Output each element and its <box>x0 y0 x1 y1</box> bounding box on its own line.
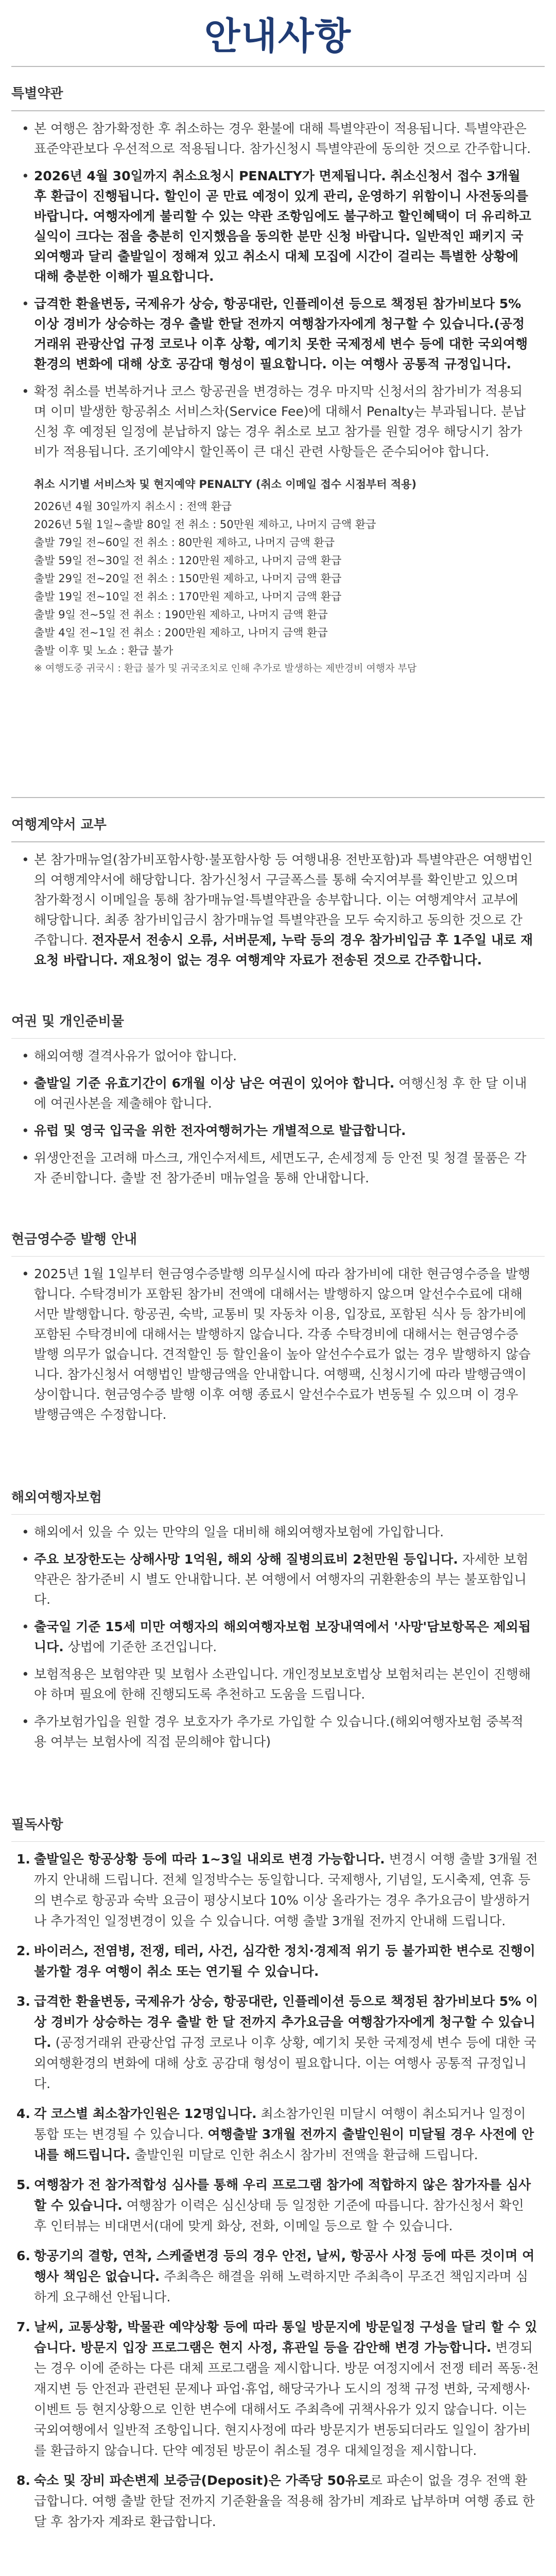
divider <box>11 1841 545 1842</box>
body-text: (공정거래위 관광산업 규정 코로나 이후 상황, 예기치 못한 국제정세 변수 등에 대한 국외여행환경의 변화에 대해 상호 공감대 형성이 필요합니다. 이는 여행사 공통적 규정입니다. <box>34 2035 536 2091</box>
penalty-line: 2026년 4월 30일까지 취소시 : 전액 환급 <box>34 500 232 513</box>
section-title-receipt: 현금영수증 발행 안내 <box>11 1231 137 1247</box>
emphasis-text: 각 코스별 최소참가인원은 12명입니다. <box>34 2106 257 2121</box>
paragraph <box>22 1148 534 1188</box>
list-item <box>16 2175 540 2236</box>
paragraph <box>22 850 534 970</box>
bullet-icon: • <box>22 1619 29 1634</box>
emphasis-text: 출국일 기준 15세 미만 여행자의 해외여행자보험 보장내역에서 '사망'담보항목은 제외됩니다. <box>34 1619 531 1654</box>
paragraph <box>22 118 534 159</box>
penalty-line: 출발 59일 전~30일 전 취소 : 120만원 제하고, 나머지 금액 환급 <box>34 554 342 567</box>
body-text: 상법에 기준한 조건입니다. <box>63 1639 217 1654</box>
spacer <box>11 977 545 1002</box>
title-area <box>11 0 545 66</box>
emphasis-text: 여행참가 전 참가적합성 심사를 통해 우리 프로그램 참가에 적합하지 않은 참가자를 심사할 수 있습니다. <box>34 2177 531 2213</box>
list-item-number: 6. <box>16 2248 30 2263</box>
penalty-line: 출발 9일 전~5일 전 취소 : 190만원 제하고, 나머지 금액 환급 <box>34 608 328 621</box>
bullet-icon: • <box>22 1076 29 1091</box>
paragraph <box>22 1073 534 1113</box>
spacer <box>11 684 545 797</box>
list-item-number: 3. <box>16 1994 30 2009</box>
body-text: 확정 취소를 번복하거나 코스 항공권을 변경하는 경우 마지막 신청서의 참가비가 적용되며 이미 발생한 항공취소 서비스차(Service Fee)에 대해서 Penalty는 부과됩니다. 분납신청 후 예정된 일정에 분납하지 않는 경우 취소로 보고 참가를 원할 경우 해당시기 참가비가 적용됩니다. 조기예약시 할인폭이 큰 대신 관련 사항들은 준수되어야 합니다. <box>34 384 526 459</box>
body-text: 변경되는 경우 이에 준하는 다른 대체 프로그램을 제시합니다. 방문 여정지에서 전쟁 테러 폭동·천재지변 등 안전과 관련된 문제나 파업·휴업, 해당국가나 도시의 정책 규정 변화, 국제행사·이벤트 등 현지상황으로 인한 변수에 대해서도 주최측에 귀책사유가 있지 않습니다. 이는 국외여행에서 일반적 조항입니다. 현지사정에 따라 방문지가 변동되더라도 일일이 참가비를 환급하지 않습니다. 단약 예정된 방문이 취소될 경우 대체일정을 제시합니다. <box>34 2340 539 2458</box>
body-text: 로 파손이 없을 경우 전액 환급합니다. 여행 출발 한달 전까지 기준환율을 적용해 참가비 계좌로 납부하며 여행 종료 한달 후 참가자 계좌로 환급합니다. <box>34 2473 535 2529</box>
divider <box>11 1038 545 1039</box>
emphasis-text: 출발일은 항공상황 등에 따라 1~3일 내외로 변경 가능합니다. <box>34 1852 385 1867</box>
list-item <box>16 2317 540 2461</box>
section-title-contract: 여행계약서 교부 <box>11 817 107 833</box>
bullet-icon: • <box>22 1123 29 1138</box>
list-item-number: 4. <box>16 2106 30 2121</box>
paragraph <box>22 294 534 374</box>
paragraph <box>22 1664 534 1704</box>
paragraph <box>22 1549 534 1609</box>
penalty-line: 출발 19일 전~10일 전 취소 : 170만원 제하고, 나머지 금액 환급 <box>34 590 342 603</box>
emphasis-text: 유럽 및 영국 입국을 위한 전자여행허가는 개별적으로 발급합니다. <box>34 1123 406 1138</box>
list-item-number: 7. <box>16 2319 30 2334</box>
penalty-note: ※ 여행도중 귀국시 : 환급 불가 및 귀국조치로 인해 추가로 발생하는 제반경비 여행자 부담 <box>34 663 417 674</box>
divider <box>11 1514 545 1515</box>
bullet-icon: • <box>22 1552 29 1567</box>
body-text: 본 여행은 참가확정한 후 취소하는 경우 환불에 대해 특별약관이 적용됩니다. 특별약관은 표준약관보다 우선적으로 적용됩니다. 참가신청시 특별약관에 동의한 것으로 간주합니다. <box>34 121 531 156</box>
bullet-icon: • <box>22 1048 29 1063</box>
body-text: 본 참가매뉴얼(참가비포함사항·불포함사항 등 여행내용 전반포함)과 특별약관은 여행법인의 여행계약서에 해당합니다. 참가신청서 구글폭스를 통해 숙지여부를 확인받고 있으며 참가확정시 이메일을 통해 참가매뉴얼·특별약관을 송부합니다. 이는 여행계약서 교부에 해당합니다. 최종 참가비입금시 참가매뉴얼 특별약관을 모두 숙지하고 동의한 것으로 간주합니다. <box>34 852 533 947</box>
body-text: 출발인원 미달로 인한 취소시 참가비 전액을 환급해 드립니다. <box>130 2147 478 2162</box>
penalty-line: 2026년 5월 1일~출발 80일 전 취소 : 50만원 제하고, 나머지 금액 환급 <box>34 518 376 531</box>
section-title-special-terms: 특별약관 <box>11 86 63 101</box>
spacer <box>11 1195 545 1220</box>
bullet-icon: • <box>22 852 29 867</box>
emphasis-text: 주요 보장한도는 상해사망 1억원, 해외 상해 질병의료비 2천만원 등입니다. <box>34 1552 458 1567</box>
section-title-passport: 여권 및 개인준비물 <box>11 1013 125 1029</box>
paragraph <box>22 1264 534 1425</box>
emphasis-text: 급격한 환율변동, 국제유가 상승, 항공대란, 인플레이션 등으로 책정된 참가비보다 5% 이상 경비가 상승하는 경우 출발 한 달 전까지 추가요금을 여행참가자에게 청구할 수 있습니다. <box>34 1994 538 2050</box>
emphasis-text: 숙소 및 장비 파손변제 보증금(Deposit)은 가족당 50유로 <box>34 2473 370 2488</box>
emphasis-text: 여행출발 3개월 전까지 출발인원이 미달될 경우 사전에 안내를 해드립니다. <box>34 2127 534 2162</box>
list-item-number: 1. <box>16 1852 30 1867</box>
emphasis-text: 출발일 기준 유효기간이 6개월 이상 남은 여권이 있어야 합니다. <box>34 1076 395 1091</box>
divider <box>11 110 545 111</box>
body-text: 2025년 1월 1일부터 현금영수증발행 의무실시에 따라 참가비에 대한 현금영수증을 발행합니다. 수탁경비가 포함된 참가비 전액에 대해서는 발행하지 않으며 알선수수료에 대해서만 발행합니다. 항공권, 숙박, 교통비 및 자동차 이용, 입장료, 포함된 식사 등 참가비에 포함된 수탁경비에 대해서는 발행하지 않습니다. 각종 수탁경비에 대해서는 현금영수증 발행 의무가 없습니다. 견적할인 등 할인율이 높아 알선수수료가 없는 경우 발행하지 않습니다. 참가신청서 여행법인 발행금액을 안내합니다. 여행팩, 신청시기에 따라 발행금액이 상이합니다. 현금영수증 발행 이후 여행 종료시 알선수수료가 변동될 수 있으며 이 경우 발행금액은 수정합니다. <box>34 1266 531 1422</box>
list-item-number: 5. <box>16 2177 30 2192</box>
body-text: 최소참가인원 미달시 여행이 취소되거나 일정이 통합 또는 변경될 수 있습니다. <box>34 2106 526 2142</box>
paragraph <box>22 1046 534 1066</box>
list-item <box>16 1941 540 1982</box>
bullet-icon: • <box>22 121 29 136</box>
divider <box>11 841 545 842</box>
section-title-insurance: 해외여행자보험 <box>11 1489 102 1505</box>
emphasis-text: 날씨, 교통상황, 박물관 예약상황 등에 따라 통일 방문지에 방문일정 구성을 달리 할 수 있습니다. 방문지 입장 프로그램은 현지 사정, 휴관일 등을 감안해 변경 가능합니다. <box>34 2319 537 2355</box>
list-item <box>16 1849 540 1931</box>
bullet-icon: • <box>22 1266 29 1281</box>
body-text: 추가보험가입을 원할 경우 보호자가 추가로 가입할 수 있습니다.(해외여행자보험 중복적용 여부는 보험사에 직접 문의해야 합니다) <box>34 1714 524 1749</box>
list-item-number: 2. <box>16 1943 30 1958</box>
penalty-line: 출발 이후 및 노쇼 : 환급 불가 <box>34 645 173 657</box>
paragraph <box>22 1522 534 1542</box>
spacer <box>11 1759 545 1805</box>
emphasis-text: 바이러스, 전염병, 전쟁, 테러, 사건, 심각한 정치·경제적 위기 등 불가피한 변수로 진행이 불가할 경우 여행이 취소 또는 연기될 수 있습니다. <box>34 1943 535 1979</box>
body-text: 위생안전을 고려해 마스크, 개인수저세트, 세면도구, 손세정제 등 안전 및 청결 물품은 각자 준비합니다. 출발 전 참가준비 매뉴얼을 통해 안내합니다. <box>34 1150 527 1185</box>
paragraph <box>22 1617 534 1657</box>
list-item-number: 8. <box>16 2473 30 2488</box>
penalty-line: 출발 29일 전~20일 전 취소 : 150만원 제하고, 나머지 금액 환급 <box>34 572 342 585</box>
bullet-icon: • <box>22 1667 29 1682</box>
bullet-icon: • <box>22 1714 29 1729</box>
penalty-table <box>22 469 534 684</box>
divider <box>11 797 545 798</box>
penalty-lines <box>34 498 522 660</box>
must-read-list <box>11 1849 545 2532</box>
divider <box>11 1256 545 1257</box>
body-text: 여행신청 후 한 달 이내에 여권사본을 제출해야 합니다. <box>34 1076 527 1111</box>
body-text: 자세한 보험약관은 참가준비 시 별도 안내합니다. 본 여행에서 여행자의 귀환환송의 부는 불포함입니다. <box>34 1552 529 1607</box>
emphasis-text: 전자문서 전송시 오류, 서버문제, 누락 등의 경우 참가비입금 후 1주일 내로 재요청 바랍니다. 재요청이 없는 경우 여행계약 자료가 전송된 것으로 간주합니다. <box>34 933 533 968</box>
special-terms-body <box>11 118 545 684</box>
emphasis-text: 급격한 환율변동, 국제유가 상승, 항공대란, 인플레이션 등으로 책정된 참가비보다 5% 이상 경비가 상승하는 경우 출발 한달 전까지 여행참가자에게 청구할 수 있습니다.(공정거래위 관광산업 규정 코로나 이후 상황, 예기치 못한 국제정세 변수 등에 대한 국외여행환경의 변화에 대해 상호 공감대 형성이 필요합니다. 이는 여행사 공통적 규정입니다. <box>34 296 528 371</box>
section-title-must-read: 필독사항 <box>11 1817 63 1833</box>
page-title: 안내사항 <box>204 14 352 58</box>
list-item <box>16 2470 540 2532</box>
penalty-line: 출발 79일 전~60일 전 취소 : 80만원 제하고, 나머지 금액 환급 <box>34 536 335 549</box>
paragraph <box>22 1121 534 1141</box>
bullet-icon: • <box>22 296 29 311</box>
list-item <box>16 2104 540 2165</box>
body-text: 주최측은 해결을 위해 노력하지만 주최측이 무조건 책임지라며 심하게 요구해선 안됩니다. <box>34 2269 528 2304</box>
bullet-icon: • <box>22 1524 29 1539</box>
insurance-paragraphs <box>11 1522 545 1752</box>
list-item <box>16 2246 540 2308</box>
bullet-icon: • <box>22 384 29 399</box>
body-text: 보험적용은 보험약관 및 보험사 소관입니다. 개인정보보호법상 보험처리는 본인이 진행해야 하며 필요에 한해 진행되도록 추천하고 도움을 드립니다. <box>34 1667 531 1702</box>
emphasis-text: 항공기의 결항, 연착, 스케줄변경 등의 경우 안전, 날씨, 항공사 사정 등에 따른 것이며 여행사 책임은 없습니다. <box>34 2248 535 2284</box>
emphasis-text: 2026년 4월 30일까지 취소요청시 PENALTY가 면제됩니다. 취소신청서 접수 3개월 후 환급이 진행됩니다. 할인이 곧 만료 예정이 있게 관리, 운영하기 위함이니 사전동의를 바랍니다. 여행자에게 불리할 수 있는 약관 조항임에도 불구하고 할인혜택이 더 유리하고 실익이 크다는 점을 충분히 인지했음을 동의한 분만 신청 바랍니다. 일반적인 패키지 국외여행과 달리 출발일이 정해져 있고 취소시 대체 모집에 시간이 걸리는 특별한 상황에 대해 충분한 이해가 필요합니다. <box>34 168 531 284</box>
penalty-line: 출발 4일 전~1일 전 취소 : 200만원 제하고, 나머지 금액 환급 <box>34 626 328 639</box>
receipt-paragraphs <box>11 1264 545 1425</box>
body-text: 여행참가 이력은 심신상태 등 일정한 기준에 따릅니다. 참가신청서 확인 후 인터뷰는 비대면서(대에 맞게 화상, 전화, 이메일 등으로 할 수 있습니다. <box>34 2198 524 2233</box>
body-text: 해외에서 있을 수 있는 만약의 일을 대비해 해외여행자보험에 가입합니다. <box>34 1524 444 1539</box>
contract-paragraphs <box>11 850 545 970</box>
list-item <box>16 1991 540 2094</box>
paragraph <box>22 166 534 286</box>
paragraph <box>22 381 534 462</box>
body-text: 변경시 여행 출발 3개월 전까지 안내해 드립니다. 전체 일정박수는 동일합니다. 국제행사, 기념일, 도시축제, 연휴 등의 변수로 항공과 숙박 요금이 평상시보다 10% 이상 올라가는 경우 추가요금이 발생하거나 추가적인 일정변경이 있을 수 있습니다. 여행 출발 3개월 전까지 안내해 드립니다. <box>34 1852 538 1928</box>
bullet-icon: • <box>22 1150 29 1165</box>
paragraph <box>22 1711 534 1752</box>
special-terms-paragraphs <box>22 118 534 462</box>
body-text: 해외여행 결격사유가 없어야 합니다. <box>34 1048 237 1063</box>
penalty-heading: 취소 시기별 서비스차 및 현지예약 PENALTY (취소 이메일 접수 시점부터 적용) <box>34 478 417 490</box>
passport-paragraphs <box>11 1046 545 1188</box>
spacer <box>11 1432 545 1478</box>
divider <box>11 66 545 67</box>
bullet-icon: • <box>22 168 29 183</box>
